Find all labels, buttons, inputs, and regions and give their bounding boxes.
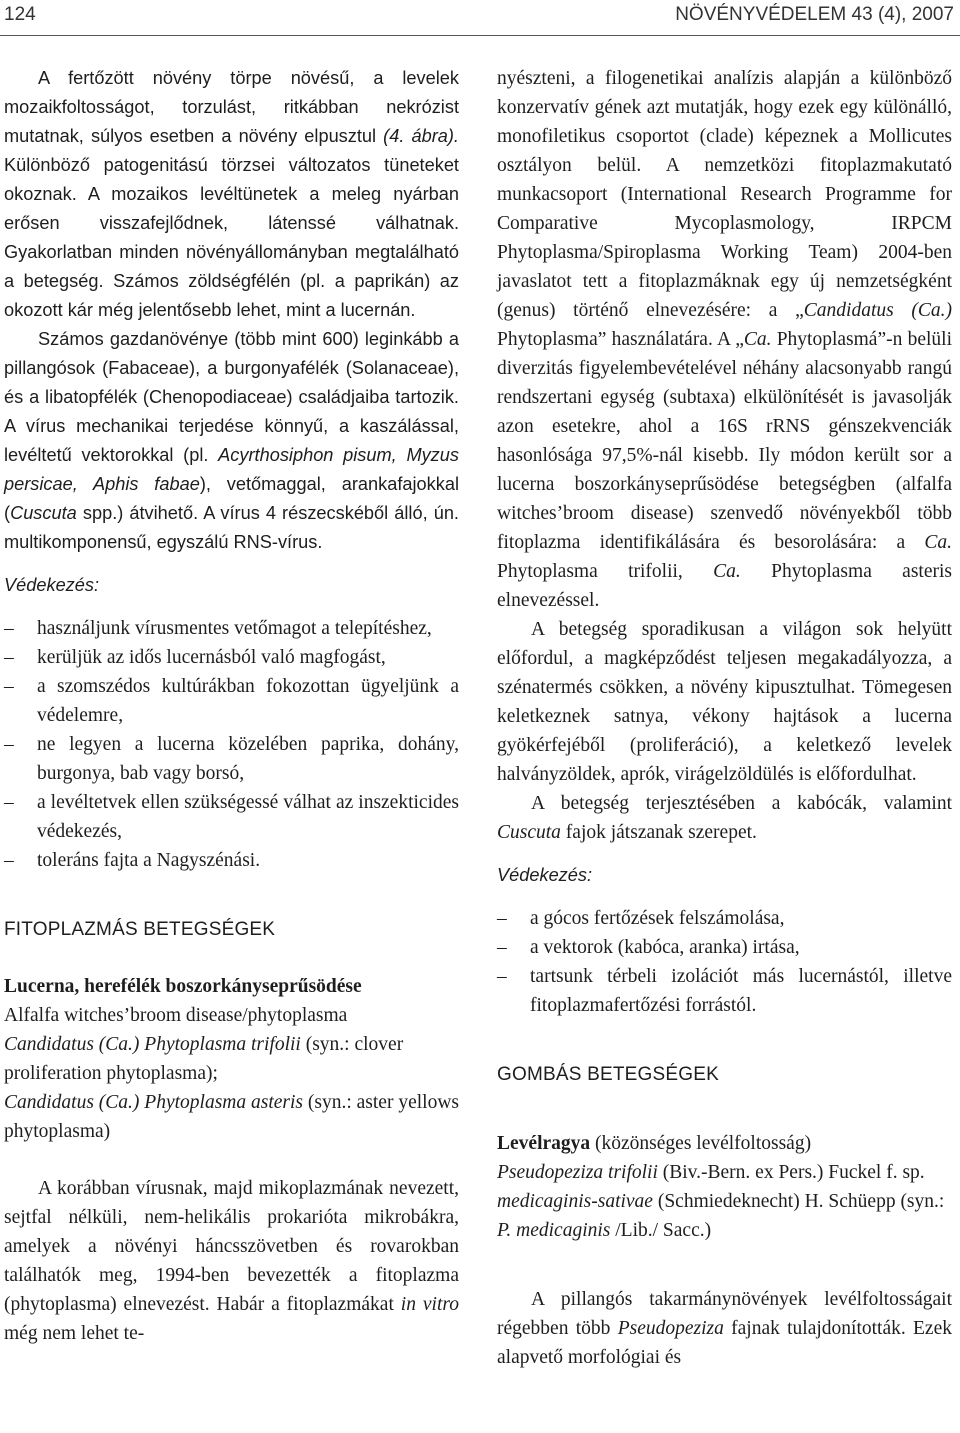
list-item: – a vektorok (kabóca, aranka) irtása, [497,937,800,958]
page-number: 124 [4,4,36,25]
list-item: – a gócos fertőzések felszámolása, [497,908,785,929]
list-item: – a szomszédos kultúrákban fokozottan ügyeljünk a védelemre, [4,676,459,726]
paragraph-vectors: A betegség terjesztésében a kabócák, valamint Cuscuta fajok játszanak szerepet. [497,793,952,843]
header-divider [0,35,960,36]
list-item: – használjunk vírusmentes vetőmagot a telepítéshez, [4,618,432,639]
list-item: – kerüljük az idős lucernásból való magfogást, [4,647,386,668]
left-column [4,64,459,1348]
protection-heading: Védekezés: [4,575,100,595]
paragraph-phytoplasma-intro: A korábban vírusnak, majd mikoplazmának nevezett, sejtfal nélküli, nem-helikális prokarióta mikrobákra, amelyek a növényi háncsszövetben és rovarokban találhatók meg, 1994-ben bevezették a fitoplazma (phytoplasma) elnevezést. Habár a fitoplazmákat in vitro még nem lehet te- [4,1178,459,1344]
list-item: – a levéltetvek ellen szükségessé válhat az inszekticides védekezés, [4,792,459,842]
paragraph-symptoms: A fertőzött növény törpe növésű, a levelek mozaikfoltosságot, torzulást, ritkábban nekrózist mutatnak, súlyos esetben a növény elpusztul (4. ábra). Különböző patogenitású törzsei változatos tüneteket okoznak. A mozaikos levéltünetek a meleg nyárban erősen visszafejlődnek, látenssé válhatnak. Gyakorlatban minden növényállományban megtalálható a betegség. Számos zöldségfélén (pl. a paprikán) az okozott kár még jelentősebb lehet, mint a lucernán. [4,68,459,320]
paragraph-pseudopeziza: A pillangós takarmánynövények levélfoltosságait régebben több Pseudopeziza fajnak tulajdonították. Ezek alapvető morfológiai és [497,1289,952,1368]
list-item: – toleráns fajta a Nagyszénási. [4,850,261,871]
list-item: – ne legyen a lucerna közelében paprika, dohány, burgonya, bab vagy borsó, [4,734,459,784]
list-item: – tartsunk térbeli izolációt más lucernástól, illetve fitoplazmafertőzési forrástól. [497,966,952,1016]
disease-names: Alfalfa witches’broom disease/phytoplasma Candidatus (Ca.) Phytoplasma trifolii (syn.: clover proliferation phytoplasma); Candidatus (Ca.) Phytoplasma asteris (syn.: aster yellows phytoplasma) [4,1005,459,1142]
disease-block-leafspot: Levélragya (közönséges levélfoltosság) Pseudopeziza trifolii (Biv.-Bern. ex Pers.) Fuckel f. sp. medicaginis-sativae (Schmiedeknecht) H. Schüepp (syn.: P. medicaginis /Lib./ Sacc.) [497,1133,945,1241]
protection-heading: Védekezés: [497,865,593,885]
section-title-phytoplasma: FITOPLAZMÁS BETEGSÉGEK [4,919,276,940]
right-column [497,64,952,1372]
paragraph-taxonomy: nyészteni, a filogenetikai analízis alapján a különböző konzervatív gének azt mutatják, hogy ezek egy különálló, monofiletikus csoportot (clade) képeznek a Mollicutes osztályon belül. A nemzetközi fitoplazmakutató munkacsoport (International Research Programme for Comparative Mycoplasmology, IRPCM Phytoplasma/Spiroplasma Working Team) 2004-ben javaslatot tett a fitoplazmáknak egy új nemzetségként (genus) történő elnevezésére: a „Candidatus (Ca.) Phytoplasma” használatára. A „Ca. Phytoplasmá”-n belüli diverzitás figyelembevételével néhány alacsonyabb rangú rendszertani egység (subtaxa) elkülönítését is javasolják azon esetekre, ahol a 16S rRNS génszekvenciák hasonlósága 97,5%-nál kisebb. Ily módon került sor a lucerna boszorkányseprűsödése betegségben (alfalfa witches’broom disease) szenvedő növényekből több fitoplazma identifikálására és besorolására: a Ca. Phytoplasma trifolii, Ca. Phytoplasma asteris elnevezéssel. [497,68,952,611]
paragraph-hosts: Számos gazdanövénye (több mint 600) leginkább a pillangósok (Fabaceae), a burgonyafélék (Solanaceae), és a libatopfélék (Chenopodiaceae) családjaiba tartozik. A vírus mechanikai terjedése könnyű, a kaszálással, levéltetű vektorokkal (pl. Acyrthosiphon pisum, Myzus persicae, Aphis fabae), vetőmaggal, arankafajokkal (Cuscuta spp.) átvihető. A vírus 4 részecskéből álló, ún. multikomponensű, egyszálú RNS-vírus. [4,329,459,552]
disease-title: Lucerna, herefélék boszorkányseprűsödése [4,976,362,997]
page-header [0,0,960,36]
protection-list [4,614,459,875]
protection-list [497,904,952,1020]
paragraph-occurrence: A betegség sporadikusan a világon sok helyütt előfordul, a magképződést teljesen megakadályozza, a szénatermés csökken, a növény kipusztulhat. Tömegesen keletkeznek satnya, vékony hajtások a lucerna gyökérfejéből (proliferáció), a keletkező levelek halványzöldek, aprók, virágelzöldülés is előfordulhat. [497,619,952,785]
section-title-fungal: GOMBÁS BETEGSÉGEK [497,1064,719,1085]
journal-running-title: NÖVÉNYVÉDELEM 43 (4), 2007 [675,4,954,25]
